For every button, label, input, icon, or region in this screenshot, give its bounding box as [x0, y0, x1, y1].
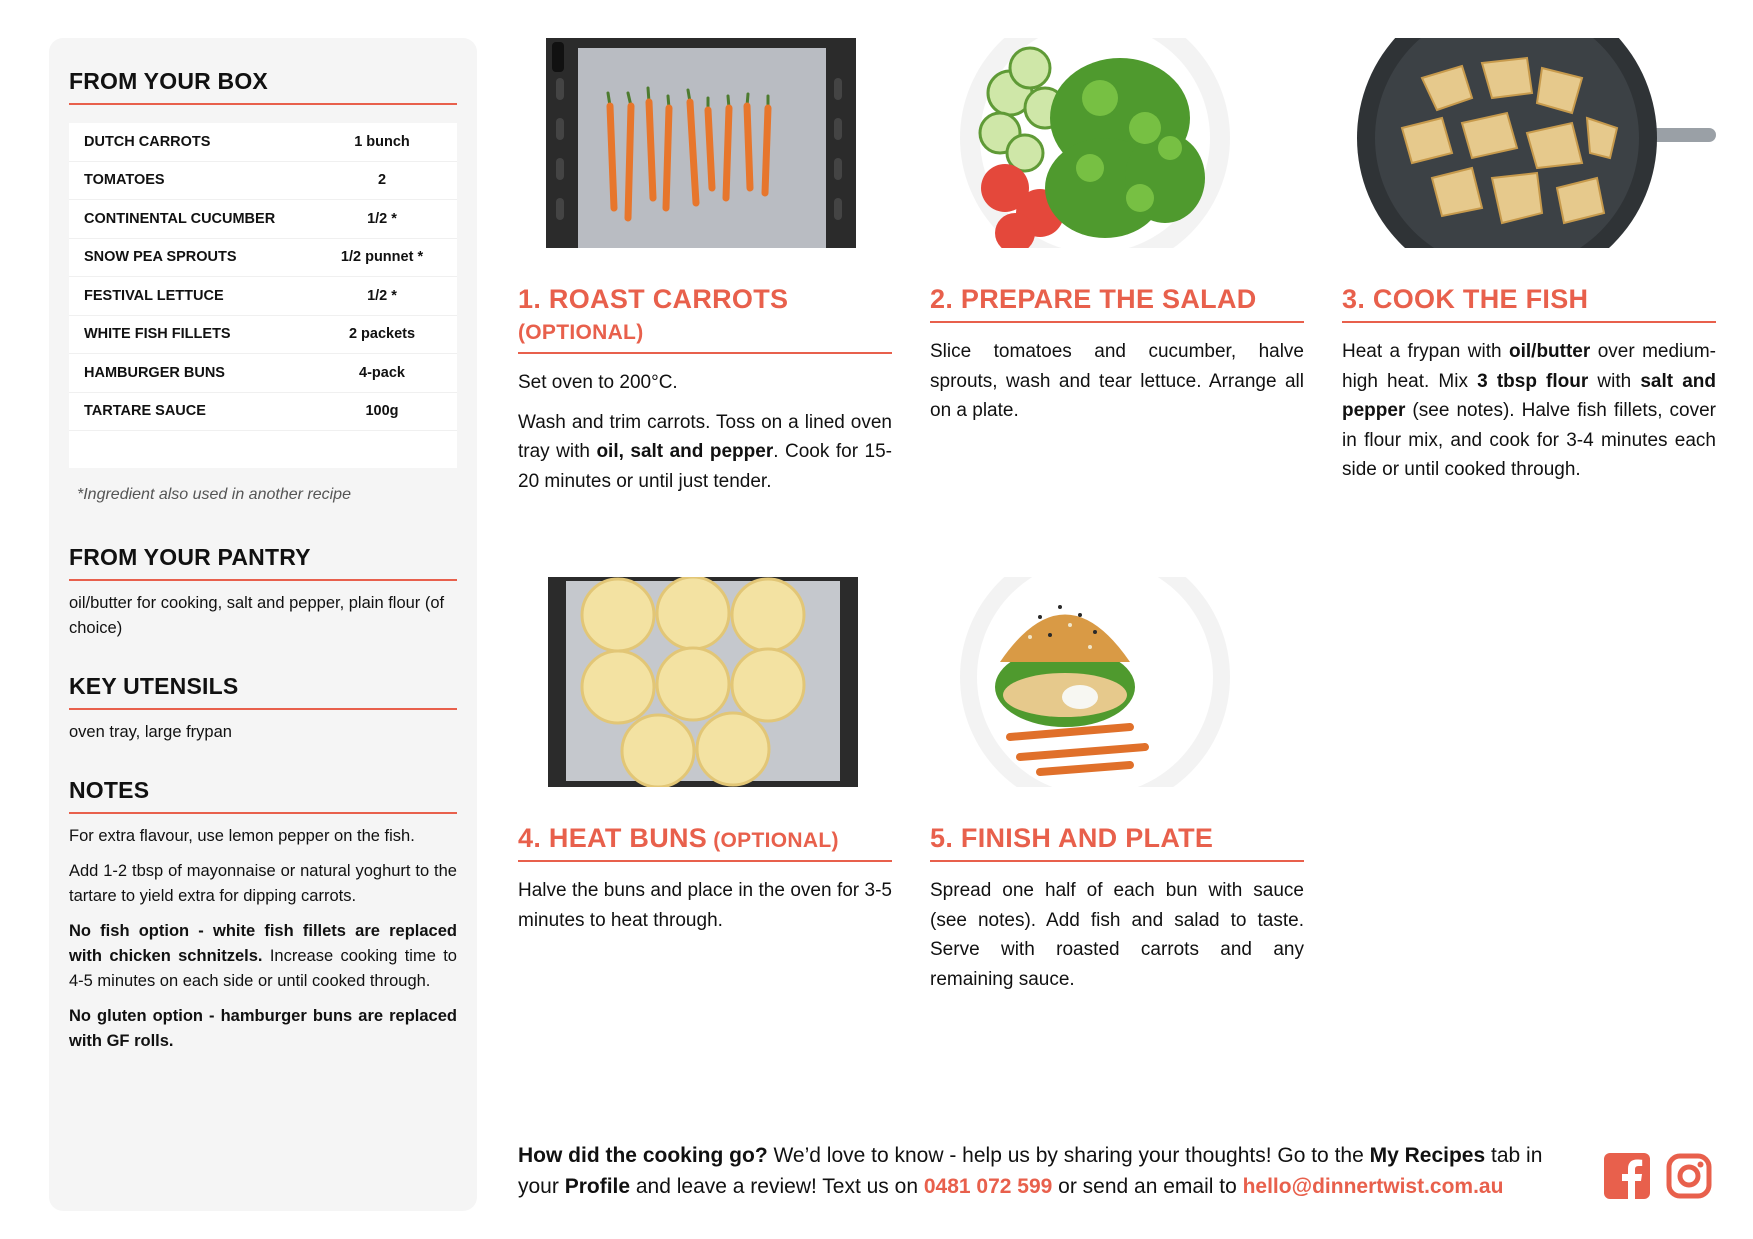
step-3	[1342, 38, 1716, 485]
table-row: FESTIVAL LETTUCE 1/2 *	[69, 277, 457, 316]
step-2	[930, 38, 1304, 426]
table-row: SNOW PEA SPROUTS 1/2 punnet *	[69, 238, 457, 277]
carrots-tray-illustration	[518, 38, 892, 248]
feedback-footer: How did the cooking go? We’d love to know - help us by sharing your thoughts! Go to the My Recipes tab in your Profile and leave a review! Text us on 0481 072 599 or send an email to hello@dinnertwist.com.au	[518, 1144, 1543, 1198]
instagram-icon	[1666, 1153, 1712, 1199]
step-2-photo-salad	[930, 38, 1304, 248]
notes-title: NOTES	[69, 777, 457, 814]
pantry-title: FROM YOUR PANTRY	[69, 544, 457, 581]
note-1: For extra flavour, use lemon pepper on the fish.	[69, 827, 415, 845]
step-4-photo-buns	[518, 577, 892, 787]
step-3-text: Heat a frypan with oil/butter over medium-high heat. Mix 3 tbsp flour with salt and pepper (see notes). Halve fish fillets, cover in flour mix, and cook for 3-4 minutes each side or until cooked through.	[1342, 341, 1716, 480]
box-title: FROM YOUR BOX	[69, 68, 457, 105]
step-3-photo-fish	[1342, 38, 1716, 248]
step-4-title: 4. HEAT BUNS (OPTIONAL)	[518, 823, 892, 862]
note-3: No fish option - white fish fillets are replaced with chicken schnitzels. Increase cooking time to 4-5 minutes on each side or until cooked through.	[69, 922, 457, 990]
step-5-title: 5. FINISH AND PLATE	[930, 823, 1304, 862]
step-2-title: 2. PREPARE THE SALAD	[930, 284, 1304, 323]
step-1-title: 1. ROAST CARROTS (OPTIONAL)	[518, 284, 892, 354]
note-4: No gluten option - hamburger buns are replaced with GF rolls.	[69, 1007, 457, 1050]
step-1	[518, 38, 892, 496]
sidebar-panel	[49, 38, 477, 1211]
note-2: Add 1-2 tbsp of mayonnaise or natural yoghurt to the tartare to yield extra for dipping carrots.	[69, 862, 457, 905]
utensils-text: oven tray, large frypan	[69, 723, 232, 741]
salad-plate-illustration	[930, 38, 1304, 248]
pantry-text: oil/butter for cooking, salt and pepper, plain flour (of choice)	[69, 594, 445, 637]
email-link[interactable]: hello@dinnertwist.com.au	[1242, 1175, 1504, 1198]
utensils-section	[69, 673, 457, 745]
step-1-photo-roast-carrots	[518, 38, 892, 248]
ingredients-table	[69, 123, 457, 468]
notes-section	[69, 777, 457, 1054]
step-1-text-2: Wash and trim carrots. Toss on a lined oven tray with oil, salt and pepper. Cook for 15-20 minutes or until just tender.	[518, 411, 892, 492]
step-4-text: Halve the buns and place in the oven for 3-5 minutes to heat through.	[518, 880, 892, 931]
step-5-text: Spread one half of each bun with sauce (see notes). Add fish and salad to taste. Serve with roasted carrots and any remaining sauce.	[930, 880, 1304, 990]
table-row: WHITE FISH FILLETS 2 packets	[69, 315, 457, 354]
facebook-icon	[1604, 1153, 1650, 1199]
step-5-photo-plate	[930, 577, 1304, 787]
table-row-empty	[69, 431, 457, 469]
table-row: HAMBURGER BUNS 4-pack	[69, 354, 457, 393]
step-4	[518, 577, 892, 935]
step-3-title: 3. COOK THE FISH	[1342, 284, 1716, 323]
phone-link[interactable]: 0481 072 599	[923, 1175, 1053, 1198]
pantry-section	[69, 544, 457, 641]
facebook-link[interactable]	[1604, 1153, 1650, 1204]
step-1-text-1: Set oven to 200°C.	[518, 372, 678, 393]
footnote: *Ingredient also used in another recipe	[77, 486, 351, 503]
table-row: TOMATOES 2	[69, 161, 457, 200]
buns-tray-illustration	[518, 577, 892, 787]
step-2-text: Slice tomatoes and cucumber, halve sprouts, wash and tear lettuce. Arrange all on a plate.	[930, 341, 1304, 421]
table-row: TARTARE SAUCE 100g	[69, 392, 457, 431]
burger-plate-illustration	[930, 577, 1304, 787]
table-row: DUTCH CARROTS 1 bunch	[69, 123, 457, 161]
utensils-title: KEY UTENSILS	[69, 673, 457, 710]
frypan-fish-illustration	[1342, 38, 1716, 248]
instagram-link[interactable]	[1666, 1153, 1712, 1204]
step-5	[930, 577, 1304, 994]
table-row: CONTINENTAL CUCUMBER 1/2 *	[69, 200, 457, 239]
